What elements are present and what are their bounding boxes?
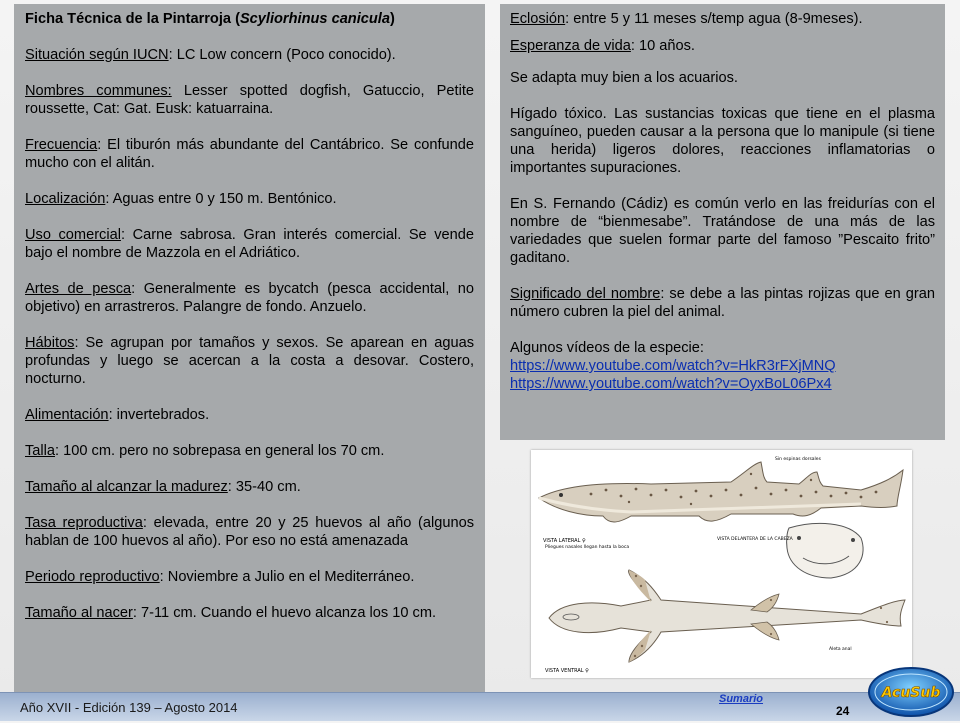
label-pliegues: Pliegues nasales llegan hasta la boca — [545, 545, 630, 550]
acusub-logo — [866, 664, 956, 718]
tasa-para: Tasa reproductiva: elevada, entre 20 y 25 huevos al año (algunos hablan de 100 huevos al año). Por eso no está amenazada — [25, 515, 474, 549]
acuarios-para: Se adapta muy bien a los acuarios. — [510, 70, 738, 86]
label-cabeza: VISTA DELANTERA DE LA CABEZA — [717, 537, 793, 542]
alimentacion-para: Alimentación: invertebrados. — [25, 407, 210, 423]
label-ventral: VISTA VENTRAL ♀ — [545, 668, 589, 674]
shark-head-front-view — [787, 523, 863, 578]
shark-illustration — [531, 450, 912, 678]
label-espinas: Sin espinas dorsales — [775, 457, 821, 462]
species-name: Scyliorhinus canicula — [239, 11, 390, 27]
iucn-para: Situación según IUCN: LC Low concern (Poco conocido). — [25, 47, 396, 63]
right-text-panel — [500, 4, 945, 440]
video-link-1[interactable]: https://www.youtube.com/watch?v=HkR3rFXjMNQ — [510, 358, 836, 374]
videos-label: Algunos vídeos de la especie: — [510, 340, 704, 356]
higado-para: Hígado tóxico. Las sustancias toxicas que tiene en el plasma sanguíneo, pueden causar a la persona que lo manipule (si tiene una herida) ligeros dolores, reacciones inflamatorias o importantes supuraciones. — [510, 106, 935, 176]
sumario-link[interactable]: Sumario — [719, 693, 764, 705]
sheet-title: Ficha Técnica de la Pintarroja (Scyliorhinus canicula) — [25, 11, 395, 27]
names-para: Nombres communes: Lesser spotted dogfish, Gatuccio, Petite roussette, Cat: Gat. Eusk: katuarraina. — [25, 83, 474, 117]
uso-para: Uso comercial: Carne sabrosa. Gran interés comercial. Se vende bajo el nombre de Mazzola en el Adriático. — [25, 227, 474, 261]
footer-bar — [0, 692, 960, 721]
video-link-2[interactable]: https://www.youtube.com/watch?v=OyxBoL06Px4 — [510, 376, 832, 392]
talla-para: Talla: 100 cm. pero no sobrepasa en general los 70 cm. — [25, 443, 385, 459]
localizacion-para: Localización: Aguas entre 0 y 150 m. Bentónico. — [25, 191, 337, 207]
eclosion-para: Eclosión: entre 5 y 11 meses s/temp agua (8-9meses). — [510, 11, 863, 27]
svg-text:AcuSub: AcuSub — [881, 685, 941, 701]
nacer-para: Tamaño al nacer: 7-11 cm. Cuando el huevo alcanza los 10 cm. — [25, 605, 437, 621]
significado-para: Significado del nombre: se debe a las pintas rojizas que en gran número cubren la piel del animal. — [510, 286, 935, 320]
label-lateral: VISTA LATERAL ♀ — [543, 538, 586, 544]
label-aleta: Aleta anal — [829, 647, 852, 652]
habitos-para: Hábitos: Se agrupan por tamaños y sexos. Se aparean en aguas profundas y luego se acercan a la costa a desovar. Costero, nocturno. — [25, 335, 474, 387]
edition-text: Año XVII - Edición 139 – Agosto 2014 — [20, 700, 238, 715]
shark-drawing — [531, 450, 912, 678]
vida-para: Esperanza de vida: 10 años. — [510, 38, 695, 54]
cadiz-para: En S. Fernando (Cádiz) es común verlo en las freidurías con el nombre de “bienmesabe”. Tratándose de una más de las variedades que suelen formar parte del famoso ”Pescaito frito” gaditano. — [510, 196, 935, 266]
artes-para: Artes de pesca: Generalmente es bycatch (pesca accidental, no objetivo) en arrastreros. Palangre de fondo. Anzuelo. — [25, 281, 474, 315]
periodo-para: Periodo reproductivo: Noviembre a Julio en el Mediterráneo. — [25, 569, 415, 585]
left-text-panel — [14, 4, 485, 692]
madurez-para: Tamaño al alcanzar la madurez: 35-40 cm. — [25, 479, 301, 495]
frecuencia-para: Frecuencia: El tiburón más abundante del Cantábrico. Se confunde mucho con el alitán. — [25, 137, 474, 171]
page-number: 24 — [836, 704, 850, 718]
shark-lateral-view — [539, 462, 903, 522]
